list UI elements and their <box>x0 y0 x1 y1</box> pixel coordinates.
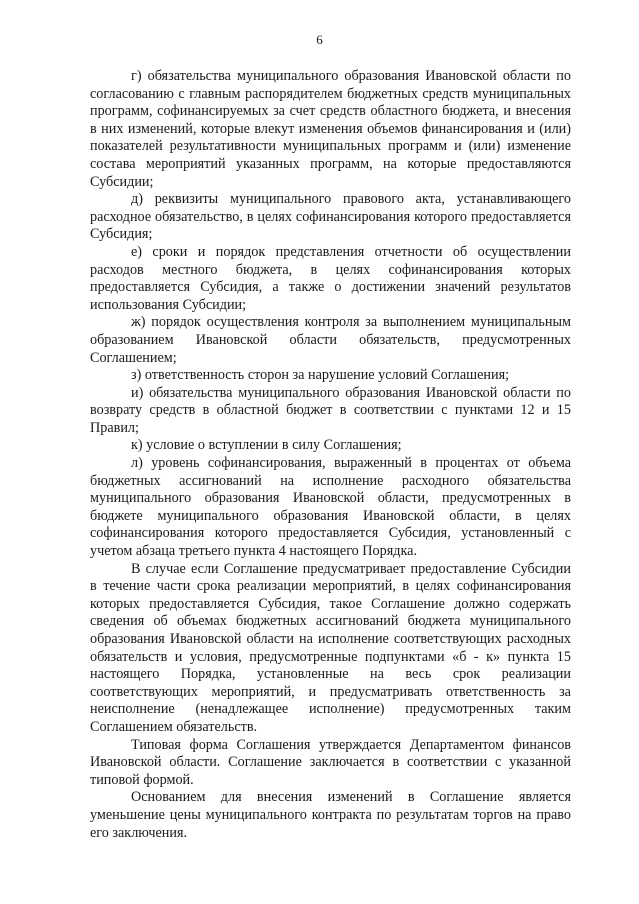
paragraph-d: д) реквизиты муниципального правового акта, устанавливающего расходное обязательство, в целях софинансирования которого предоставляется Субсидия; <box>90 191 571 243</box>
paragraph-standard-form: Типовая форма Соглашения утверждается Департаментом финансов Ивановской области. Соглашение заключается в соответствии с указанной типовой формой. <box>90 736 571 788</box>
paragraph-l: л) уровень софинансирования, выраженный в процентах от объема бюджетных ассигнований на исполнение расходного обязательства муниципального образования Ивановской области, предусмотренных в бюджете муниципального образования Ивановской области, в целях софинансирования которого предоставляется Субсидия, установленный с учетом абзаца третьего пункта 4 настоящего Порядка. <box>90 455 571 560</box>
document-body <box>90 68 571 842</box>
paragraph-amendment-basis: Основанием для внесения изменений в Соглашение является уменьшение цены муниципального контракта по результатам торгов на право его заключения. <box>90 789 571 841</box>
paragraph-z: з) ответственность сторон за нарушение условий Соглашения; <box>131 367 510 384</box>
paragraph-i: и) обязательства муниципального образования Ивановской области по возврату средств в областной бюджет в соответствии с пунктами 12 и 15 Правил; <box>90 384 571 436</box>
paragraph-partial-term: В случае если Соглашение предусматривает предоставление Субсидии в течение части срока реализации мероприятий, в целях софинансирования которых предоставляется Субсидия, такое Соглашение должно содержать сведения об объемах бюджетных ассигнований бюджета муниципального образования Ивановской области на исполнение соответствующих расходных обязательств и условия, предусмотренные подпунктами «б - к» пункта 15 настоящего Порядка, установленные на весь срок реализации соответствующих мероприятий, и предусматривать ответственность за неисполнение (ненадлежащее исполнение) предусмотренных таким Соглашением обязательств. <box>90 560 571 735</box>
paragraph-g: г) обязательства муниципального образования Ивановской области по согласованию с главным распорядителем бюджетных средств муниципальных программ, софинансируемых за счет средств областного бюджета, и внесения в них изменений, которые влекут изменения объемов финансирования и (или) показателей результативности муниципальных программ и (или) изменение состава мероприятий указанных программ, на которые предоставляются Субсидии; <box>90 68 571 190</box>
paragraph-k: к) условие о вступлении в силу Соглашения; <box>131 437 402 454</box>
paragraph-e: е) сроки и порядок представления отчетности об осуществлении расходов местного бюджета, в целях софинансирования которых предоставляется Субсидия, а также о достижении значений результатов использования Субсидии; <box>90 243 571 313</box>
paragraph-zh: ж) порядок осуществления контроля за выполнением муниципальным образованием Ивановской области обязательств, предусмотренных Соглашением; <box>90 314 571 366</box>
page-number: 6 <box>316 32 323 47</box>
